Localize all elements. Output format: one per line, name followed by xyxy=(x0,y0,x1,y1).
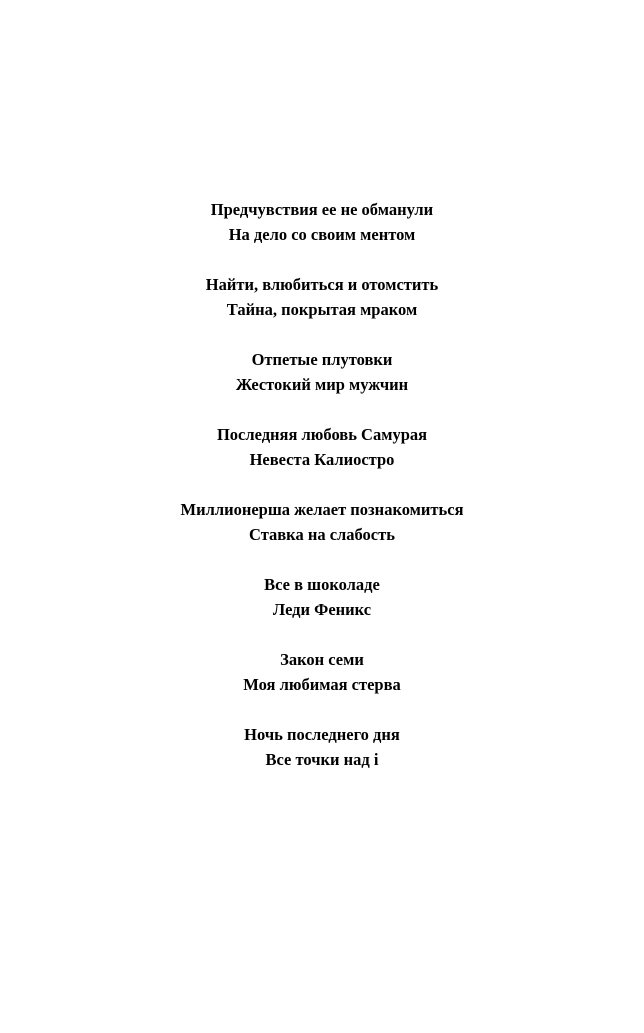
book-title: Миллионерша желает познакомиться xyxy=(180,500,464,519)
title-group xyxy=(0,197,644,247)
book-title: Отпетые плутовки xyxy=(251,350,393,369)
book-title: Тайна, покрытая мраком xyxy=(226,300,418,319)
book-title: Леди Феникс xyxy=(272,600,372,619)
title-group xyxy=(0,272,644,322)
title-group xyxy=(0,422,644,472)
book-title: Жестокий мир мужчин xyxy=(235,375,409,394)
book-title: На дело со своим ментом xyxy=(228,225,416,244)
title-group xyxy=(0,347,644,397)
book-title: Моя любимая стерва xyxy=(243,675,401,694)
book-title: Закон семи xyxy=(280,650,364,669)
title-group xyxy=(0,722,644,772)
title-group xyxy=(0,572,644,622)
book-title: Невеста Калиостро xyxy=(249,450,395,469)
book-title: Ночь последнего дня xyxy=(244,725,400,744)
book-title: Найти, влюбиться и отомстить xyxy=(205,275,439,294)
title-group xyxy=(0,647,644,697)
book-title: Последняя любовь Самурая xyxy=(216,425,428,444)
book-title: Предчувствия ее не обманули xyxy=(210,200,434,219)
book-title-list xyxy=(0,197,644,797)
book-title: Все в шоколаде xyxy=(264,575,380,594)
book-title: Ставка на слабость xyxy=(249,525,395,544)
title-group xyxy=(0,497,644,547)
book-title: Все точки над i xyxy=(265,750,379,769)
